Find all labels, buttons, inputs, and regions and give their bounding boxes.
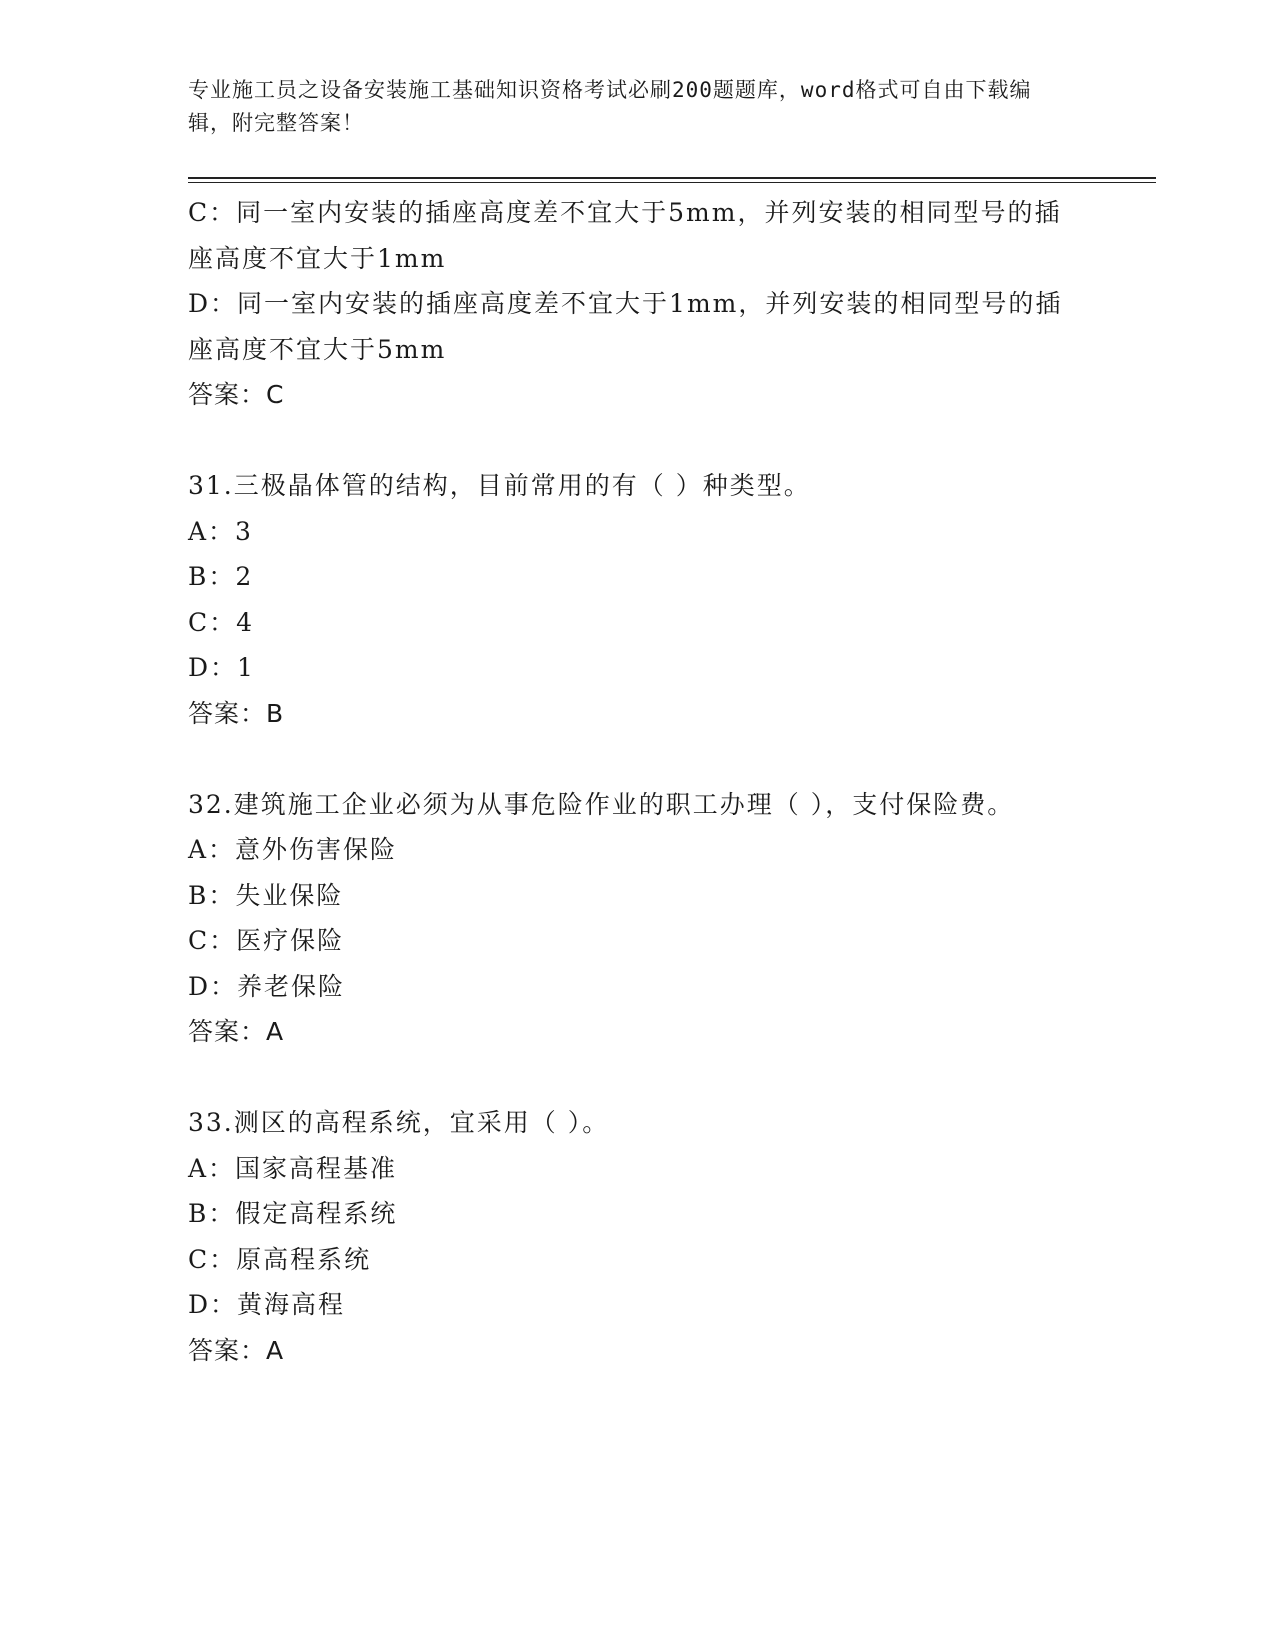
document-header: 专业施工员之设备安装施工基础知识资格考试必刷200题题库，word格式可自由下载编辑，附完整答案！ [188,78,1032,135]
answer-line: 答案：A [188,1335,285,1365]
option-a: A：国家高程基准 [188,1153,398,1183]
header-rule-thin [188,182,1156,183]
option-d: D：养老保险 [188,971,346,1001]
answer-line: 答案：A [188,1017,285,1046]
option-d: D：同一室内安装的插座高度差不宜大于1mm，并列安装的相同型号的插座高度不宜大于5mm [188,289,1063,364]
question-stem: 31.三极晶体管的结构，目前常用的有（ ）种类型。 [188,471,811,500]
option-a: A：3 [188,516,253,546]
question-32 [188,782,1078,1055]
question-33 [188,1100,1078,1373]
spacer [188,736,1078,782]
option-c: C：4 [188,607,255,637]
option-c: C：同一室内安装的插座高度差不宜大于5mm，并列安装的相同型号的插座高度不宜大于1mm [188,198,1062,273]
header-rule-thick [188,177,1156,179]
option-a: A：意外伤害保险 [188,835,398,864]
question-content [188,190,1078,1373]
answer-line: 答案：B [188,698,285,728]
option-b: B：假定高程系统 [188,1199,398,1228]
previous-question-tail [188,190,1078,418]
spacer [188,418,1078,464]
option-d: D：黄海高程 [188,1290,346,1319]
question-31 [188,463,1078,736]
option-c: C：原高程系统 [188,1244,372,1274]
spacer [188,1055,1078,1101]
option-d: D：1 [188,653,255,682]
option-c: C：医疗保险 [188,926,345,955]
answer-line: 答案：C [188,380,285,409]
option-b: B：2 [188,562,254,591]
option-b: B：失业保险 [188,880,344,910]
question-stem: 32.建筑施工企业必须为从事危险作业的职工办理（ ），支付保险费。 [188,789,1015,819]
question-stem: 33.测区的高程系统，宜采用（ ）。 [188,1108,610,1137]
